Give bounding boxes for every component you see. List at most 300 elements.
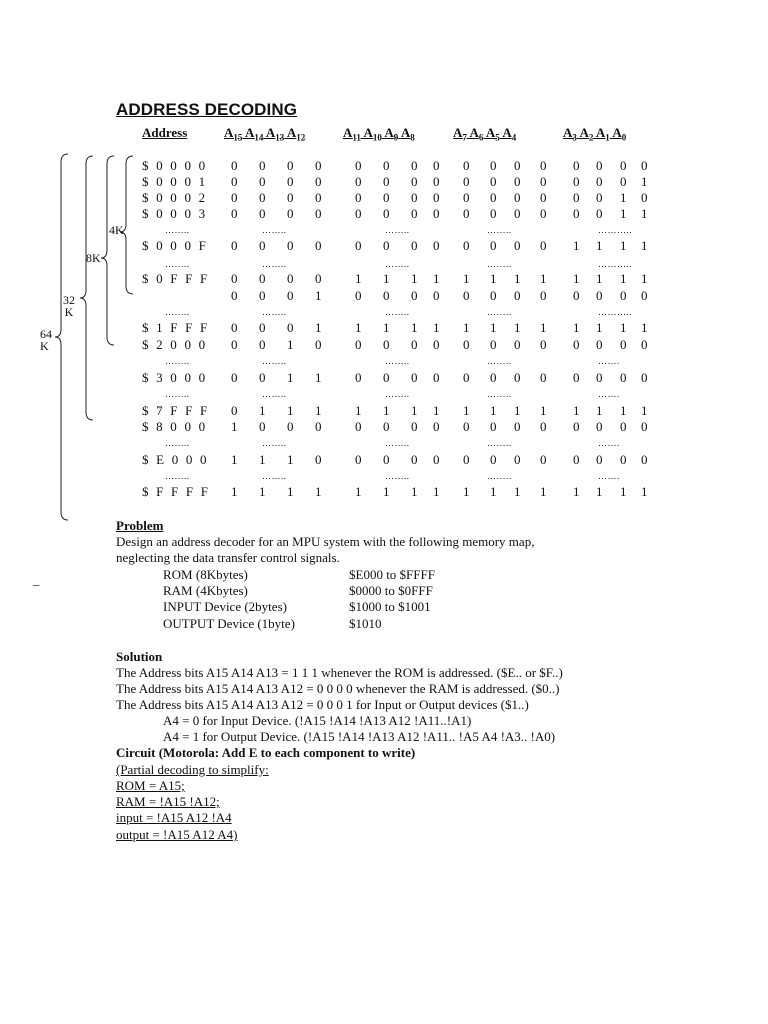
bit-cell: 1 xyxy=(355,271,362,286)
bit-cell: 0 xyxy=(315,158,322,173)
bit-cell: 0 xyxy=(620,419,627,434)
bit-header-A4: $A_4$ xyxy=(502,125,517,143)
bit-cell: 1 xyxy=(641,206,648,221)
bit-cell: 0 xyxy=(259,337,266,352)
bit-cell: 0 xyxy=(287,419,294,434)
problem-line-1: Design an address decoder for an MPU system with the following memory map, xyxy=(116,534,535,549)
bracket-8k xyxy=(101,156,114,345)
bit-cell: 1 xyxy=(287,484,294,499)
memory-map-range: $E000 to $FFFF xyxy=(349,567,435,582)
bit-cell: 1 xyxy=(383,484,390,499)
bit-cell: 0 xyxy=(514,158,521,173)
bit-cell: 0 xyxy=(383,452,390,467)
bit-cell: 0 xyxy=(514,288,521,303)
bit-cell: 0 xyxy=(463,452,470,467)
bit-cell: 0 xyxy=(573,419,580,434)
bit-cell: 0 xyxy=(231,320,238,335)
bit-cell: 1 xyxy=(383,320,390,335)
ellipsis-row: ……. xyxy=(598,389,620,399)
bit-cell: 0 xyxy=(433,337,440,352)
bit-cell: 1 xyxy=(287,403,294,418)
bit-cell: 1 xyxy=(596,484,603,499)
memory-size-brackets xyxy=(0,0,140,530)
bit-cell: 0 xyxy=(259,320,266,335)
address-cell: $ E 0 0 0 xyxy=(142,452,209,467)
bit-cell: 1 xyxy=(573,271,580,286)
bit-cell: 0 xyxy=(540,174,547,189)
solution-heading: Solution xyxy=(116,649,163,664)
bit-cell: 1 xyxy=(641,403,648,418)
bit-cell: 1 xyxy=(620,403,627,418)
bit-cell: 0 xyxy=(596,419,603,434)
ram-equation: RAM = !A15 !A12; xyxy=(116,794,220,809)
bit-cell: 1 xyxy=(315,403,322,418)
bit-cell: 0 xyxy=(641,419,648,434)
bit-cell: 0 xyxy=(231,271,238,286)
bit-cell: 1 xyxy=(433,320,440,335)
bit-cell: 0 xyxy=(641,370,648,385)
label-8k: 8K xyxy=(86,251,101,265)
ellipsis-row: …….. xyxy=(262,259,287,269)
bit-header-A1: $A_1$ xyxy=(595,125,610,143)
ellipsis-row: …….. xyxy=(385,225,410,235)
bit-cell: 0 xyxy=(383,238,390,253)
bit-cell: 0 xyxy=(540,288,547,303)
solution-line-3: The Address bits A15 A14 A13 A12 = 0 0 0 1 for Input or Output devices ($1..) xyxy=(116,697,529,712)
bit-cell: 1 xyxy=(259,484,266,499)
bit-cell: 0 xyxy=(490,238,497,253)
bit-cell: 1 xyxy=(620,206,627,221)
address-cell: $ 7 F F F xyxy=(142,403,210,418)
memory-map-range: $1010 xyxy=(349,616,382,631)
bit-header-A14: $A_{14}$ xyxy=(244,125,264,143)
bit-cell: 0 xyxy=(514,419,521,434)
bit-cell: 1 xyxy=(490,320,497,335)
ellipsis-row: …….. xyxy=(487,438,512,448)
memory-map-device: OUTPUT Device (1byte) xyxy=(163,616,295,631)
bit-cell: 1 xyxy=(383,271,390,286)
bit-cell: 0 xyxy=(596,337,603,352)
bit-cell: 0 xyxy=(620,452,627,467)
bit-header-A9: $A_9$ xyxy=(384,125,399,143)
bit-cell: 0 xyxy=(596,158,603,173)
address-cell: $ F F F F xyxy=(142,484,211,499)
bit-cell: 1 xyxy=(573,238,580,253)
bit-cell: 0 xyxy=(411,158,418,173)
bit-cell: 1 xyxy=(490,271,497,286)
bit-header-group-1 xyxy=(343,125,415,143)
bit-cell: 0 xyxy=(231,174,238,189)
bit-cell: 0 xyxy=(490,452,497,467)
bit-cell: 1 xyxy=(641,238,648,253)
ellipsis-row: …….. xyxy=(262,356,287,366)
bit-cell: 0 xyxy=(231,158,238,173)
bit-cell: 0 xyxy=(231,288,238,303)
bit-cell: 1 xyxy=(596,320,603,335)
bit-cell: 0 xyxy=(433,419,440,434)
bit-cell: 0 xyxy=(490,288,497,303)
bit-cell: 0 xyxy=(315,419,322,434)
bit-cell: 0 xyxy=(231,337,238,352)
bit-cell: 0 xyxy=(259,158,266,173)
bit-cell: 1 xyxy=(540,484,547,499)
margin-mark: _ xyxy=(33,572,40,587)
bit-cell: 0 xyxy=(231,190,238,205)
bit-cell: 0 xyxy=(433,452,440,467)
bit-cell: 1 xyxy=(231,452,238,467)
bit-cell: 0 xyxy=(355,370,362,385)
ellipsis-row: …….. xyxy=(262,471,287,481)
address-cell: $ 0 0 0 2 xyxy=(142,190,208,205)
bit-header-A13: $A_{13}$ xyxy=(265,125,285,143)
bit-cell: 0 xyxy=(259,238,266,253)
bit-cell: 0 xyxy=(259,419,266,434)
bit-cell: 0 xyxy=(490,419,497,434)
bit-cell: 0 xyxy=(355,288,362,303)
bit-cell: 1 xyxy=(259,403,266,418)
bit-cell: 1 xyxy=(433,403,440,418)
bit-cell: 0 xyxy=(463,238,470,253)
ellipsis-row: ……. xyxy=(598,438,620,448)
bit-cell: 0 xyxy=(620,370,627,385)
bit-cell: 1 xyxy=(287,452,294,467)
bit-cell: 0 xyxy=(433,206,440,221)
bit-cell: 1 xyxy=(463,271,470,286)
bit-cell: 0 xyxy=(287,238,294,253)
ellipsis-row: …….. xyxy=(487,225,512,235)
bit-cell: 1 xyxy=(355,320,362,335)
bit-cell: 1 xyxy=(433,271,440,286)
bit-cell: 0 xyxy=(433,238,440,253)
bit-cell: 1 xyxy=(315,288,322,303)
bit-cell: 1 xyxy=(411,484,418,499)
bit-cell: 0 xyxy=(411,419,418,434)
bit-cell: 0 xyxy=(573,337,580,352)
bit-cell: 0 xyxy=(540,337,547,352)
bit-cell: 0 xyxy=(355,158,362,173)
bit-cell: 0 xyxy=(259,288,266,303)
ellipsis-row: ……….. xyxy=(598,259,632,269)
bit-header-A7: $A_7$ xyxy=(453,125,467,143)
bit-cell: 0 xyxy=(540,452,547,467)
label-32k: 32 K xyxy=(63,293,75,319)
bit-cell: 1 xyxy=(620,190,627,205)
address-cell: $ 0 0 0 1 xyxy=(142,174,208,189)
bit-cell: 1 xyxy=(514,320,521,335)
address-column-header: Address xyxy=(142,125,188,140)
bit-cell: 1 xyxy=(596,238,603,253)
memory-map-range: $0000 to $0FFF xyxy=(349,583,433,598)
bit-cell: 0 xyxy=(573,288,580,303)
bit-cell: 0 xyxy=(315,190,322,205)
bit-header-group-0 xyxy=(224,125,305,143)
bit-cell: 0 xyxy=(540,206,547,221)
bit-cell: 0 xyxy=(287,271,294,286)
bit-cell: 0 xyxy=(355,190,362,205)
bit-cell: 0 xyxy=(315,238,322,253)
bit-cell: 0 xyxy=(355,174,362,189)
bit-header-A0: $A_0$ xyxy=(612,125,627,143)
bit-cell: 0 xyxy=(573,158,580,173)
bit-cell: 0 xyxy=(540,190,547,205)
bit-cell: 0 xyxy=(315,174,322,189)
bit-cell: 0 xyxy=(383,190,390,205)
ellipsis-row: ……. xyxy=(598,356,620,366)
bit-cell: 0 xyxy=(383,370,390,385)
bit-header-A6: $A_6$ xyxy=(469,125,484,143)
memory-map-device: RAM (4Kbytes) xyxy=(163,583,248,598)
bit-cell: 0 xyxy=(514,238,521,253)
bit-cell: 0 xyxy=(490,174,497,189)
bit-cell: 0 xyxy=(573,174,580,189)
bit-cell: 1 xyxy=(540,403,547,418)
bit-cell: 1 xyxy=(514,271,521,286)
ellipsis-row: …….. xyxy=(165,259,190,269)
bit-cell: 0 xyxy=(259,370,266,385)
bit-cell: 0 xyxy=(573,190,580,205)
bit-cell: 1 xyxy=(573,403,580,418)
ellipsis-row: …….. xyxy=(487,471,512,481)
bit-header-group-3 xyxy=(563,125,626,143)
bit-cell: 0 xyxy=(514,190,521,205)
address-cell: $ 0 F F F xyxy=(142,271,210,286)
ellipsis-row: …….. xyxy=(385,356,410,366)
partial-decoding-note: (Partial decoding to simplify: xyxy=(116,762,269,777)
label-64k: 64 K xyxy=(40,327,52,353)
memory-map-device: ROM (8Kbytes) xyxy=(163,567,248,582)
bit-cell: 0 xyxy=(411,238,418,253)
bit-cell: 0 xyxy=(620,288,627,303)
bit-cell: 0 xyxy=(490,337,497,352)
bit-cell: 0 xyxy=(463,370,470,385)
address-cell: $ 3 0 0 0 xyxy=(142,370,208,385)
bit-cell: 0 xyxy=(259,206,266,221)
bit-cell: 0 xyxy=(540,419,547,434)
bit-cell: 0 xyxy=(383,337,390,352)
bit-cell: 1 xyxy=(411,403,418,418)
bit-cell: 0 xyxy=(596,288,603,303)
bit-cell: 0 xyxy=(620,158,627,173)
ellipsis-row: …….. xyxy=(262,389,287,399)
page-title: ADDRESS DECODING xyxy=(116,100,298,119)
bit-cell: 1 xyxy=(259,452,266,467)
bit-cell: 1 xyxy=(411,271,418,286)
ellipsis-row: …….. xyxy=(385,389,410,399)
bit-cell: 0 xyxy=(383,419,390,434)
bit-header-A11: $A_{11}$ xyxy=(343,125,361,143)
bit-cell: 0 xyxy=(433,370,440,385)
bit-cell: 0 xyxy=(315,206,322,221)
bit-header-A15: $A_{15}$ xyxy=(224,125,243,143)
bit-cell: 1 xyxy=(620,484,627,499)
ellipsis-row: ……….. xyxy=(598,225,632,235)
bit-cell: 1 xyxy=(315,484,322,499)
bit-cell: 1 xyxy=(573,320,580,335)
ellipsis-row: …….. xyxy=(262,307,287,317)
bit-cell: 0 xyxy=(596,206,603,221)
bit-cell: 0 xyxy=(490,206,497,221)
bit-cell: 0 xyxy=(259,271,266,286)
bit-cell: 0 xyxy=(355,452,362,467)
bit-cell: 0 xyxy=(411,190,418,205)
bit-cell: 1 xyxy=(514,403,521,418)
bit-cell: 0 xyxy=(620,174,627,189)
bit-cell: 0 xyxy=(573,206,580,221)
bit-cell: 0 xyxy=(433,288,440,303)
memory-map-range: $1000 to $1001 xyxy=(349,599,431,614)
bit-cell: 0 xyxy=(231,403,238,418)
problem-line-2: neglecting the data transfer control signals. xyxy=(116,550,340,565)
ellipsis-row: ……….. xyxy=(598,307,632,317)
address-cell: $ 0 0 0 F xyxy=(142,238,209,253)
bit-cell: 0 xyxy=(287,174,294,189)
bit-cell: 0 xyxy=(355,337,362,352)
bit-cell: 0 xyxy=(259,174,266,189)
bit-header-A10: $A_{10}$ xyxy=(363,125,382,143)
bit-cell: 0 xyxy=(514,452,521,467)
bit-cell: 1 xyxy=(620,271,627,286)
problem-heading: Problem xyxy=(116,518,164,533)
bit-cell: 0 xyxy=(287,288,294,303)
bit-cell: 0 xyxy=(463,190,470,205)
ellipsis-row: …….. xyxy=(262,225,287,235)
bit-cell: 1 xyxy=(641,174,648,189)
bit-cell: 1 xyxy=(641,271,648,286)
bit-cell: 0 xyxy=(540,370,547,385)
bit-cell: 1 xyxy=(641,320,648,335)
bit-cell: 0 xyxy=(355,206,362,221)
bit-header-A3: $A_3$ xyxy=(563,125,577,143)
bit-cell: 0 xyxy=(287,320,294,335)
bit-cell: 0 xyxy=(490,190,497,205)
bit-cell: 0 xyxy=(463,288,470,303)
bit-cell: 1 xyxy=(463,403,470,418)
address-cell: $ 1 F F F xyxy=(142,320,210,335)
ellipsis-row: …….. xyxy=(385,259,410,269)
bit-cell: 1 xyxy=(514,484,521,499)
bit-cell: 0 xyxy=(641,337,648,352)
bit-cell: 1 xyxy=(315,370,322,385)
bit-cell: 0 xyxy=(490,370,497,385)
bit-cell: 0 xyxy=(641,190,648,205)
label-4k: 4K xyxy=(109,223,124,237)
bit-cell: 0 xyxy=(383,288,390,303)
bit-cell: 0 xyxy=(620,337,627,352)
bit-cell: 0 xyxy=(463,419,470,434)
bit-cell: 0 xyxy=(514,174,521,189)
memory-map-device: INPUT Device (2bytes) xyxy=(163,599,287,614)
bit-cell: 1 xyxy=(231,484,238,499)
bit-cell: 0 xyxy=(433,174,440,189)
bit-cell: 0 xyxy=(433,158,440,173)
bit-cell: 0 xyxy=(463,158,470,173)
bit-cell: 0 xyxy=(596,174,603,189)
bit-cell: 1 xyxy=(231,419,238,434)
bit-cell: 1 xyxy=(433,484,440,499)
bit-cell: 0 xyxy=(383,174,390,189)
bit-cell: 0 xyxy=(411,337,418,352)
address-cell: $ 0 0 0 0 xyxy=(142,158,208,173)
bit-cell: 1 xyxy=(490,484,497,499)
bit-cell: 1 xyxy=(620,238,627,253)
bit-cell: 0 xyxy=(411,452,418,467)
ellipsis-row: ……. xyxy=(598,471,620,481)
bit-cell: 0 xyxy=(287,190,294,205)
bit-cell: 1 xyxy=(490,403,497,418)
circuit-heading: Circuit (Motorola: Add E to each component to write) xyxy=(116,745,416,760)
ellipsis-row: …….. xyxy=(487,307,512,317)
address-cell: $ 8 0 0 0 xyxy=(142,419,208,434)
bit-cell: 1 xyxy=(463,484,470,499)
ellipsis-row: …….. xyxy=(165,225,190,235)
ellipsis-row: …….. xyxy=(385,307,410,317)
bit-cell: 1 xyxy=(540,271,547,286)
solution-input-device: A4 = 0 for Input Device. (!A15 !A14 !A13 A12 !A11..!A1) xyxy=(163,713,472,728)
ellipsis-row: …….. xyxy=(165,438,190,448)
bit-cell: 0 xyxy=(287,158,294,173)
address-cell: $ 0 0 0 3 xyxy=(142,206,208,221)
solution-output-device: A4 = 1 for Output Device. (!A15 !A14 !A13 A12 !A11.. !A5 A4 !A3.. !A0) xyxy=(163,729,556,744)
bit-cell: 1 xyxy=(355,403,362,418)
bit-cell: 1 xyxy=(596,271,603,286)
bit-cell: 0 xyxy=(259,190,266,205)
bit-cell: 0 xyxy=(355,419,362,434)
bit-cell: 0 xyxy=(463,174,470,189)
bit-header-A2: $A_2$ xyxy=(579,125,594,143)
bit-cell: 0 xyxy=(411,370,418,385)
bit-cell: 0 xyxy=(411,288,418,303)
bit-cell: 1 xyxy=(573,484,580,499)
bit-cell: 0 xyxy=(231,370,238,385)
ellipsis-row: …….. xyxy=(487,259,512,269)
bit-cell: 0 xyxy=(383,158,390,173)
ellipsis-row: …….. xyxy=(487,389,512,399)
bit-cell: 0 xyxy=(463,206,470,221)
bit-cell: 0 xyxy=(540,158,547,173)
bracket-32k xyxy=(80,156,93,420)
bit-cell: 0 xyxy=(596,452,603,467)
bit-header-group-2 xyxy=(453,125,516,143)
bit-header-A5: $A_5$ xyxy=(485,125,500,143)
bit-cell: 0 xyxy=(641,452,648,467)
bit-cell: 0 xyxy=(596,370,603,385)
bit-cell: 0 xyxy=(641,158,648,173)
bracket-64k xyxy=(55,154,68,520)
bit-cell: 1 xyxy=(287,370,294,385)
bit-cell: 0 xyxy=(411,206,418,221)
bit-cell: 0 xyxy=(514,206,521,221)
ellipsis-row: …….. xyxy=(262,438,287,448)
bit-cell: 0 xyxy=(514,370,521,385)
bit-cell: 1 xyxy=(596,403,603,418)
bit-cell: 1 xyxy=(540,320,547,335)
ellipsis-row: …….. xyxy=(165,471,190,481)
bit-cell: 0 xyxy=(355,238,362,253)
bit-cell: 0 xyxy=(596,190,603,205)
bit-header-A12: $A_{12}$ xyxy=(286,125,306,143)
bit-cell: 0 xyxy=(540,238,547,253)
bit-cell: 1 xyxy=(383,403,390,418)
ellipsis-row: …….. xyxy=(165,356,190,366)
output-equation: output = !A15 A12 A4) xyxy=(116,827,238,842)
bit-cell: 0 xyxy=(411,174,418,189)
bit-cell: 0 xyxy=(490,158,497,173)
rom-equation: ROM = A15; xyxy=(116,778,185,793)
bit-cell: 0 xyxy=(573,370,580,385)
bit-cell: 1 xyxy=(620,320,627,335)
ellipsis-row: …….. xyxy=(165,389,190,399)
address-cell: $ 2 0 0 0 xyxy=(142,337,208,352)
